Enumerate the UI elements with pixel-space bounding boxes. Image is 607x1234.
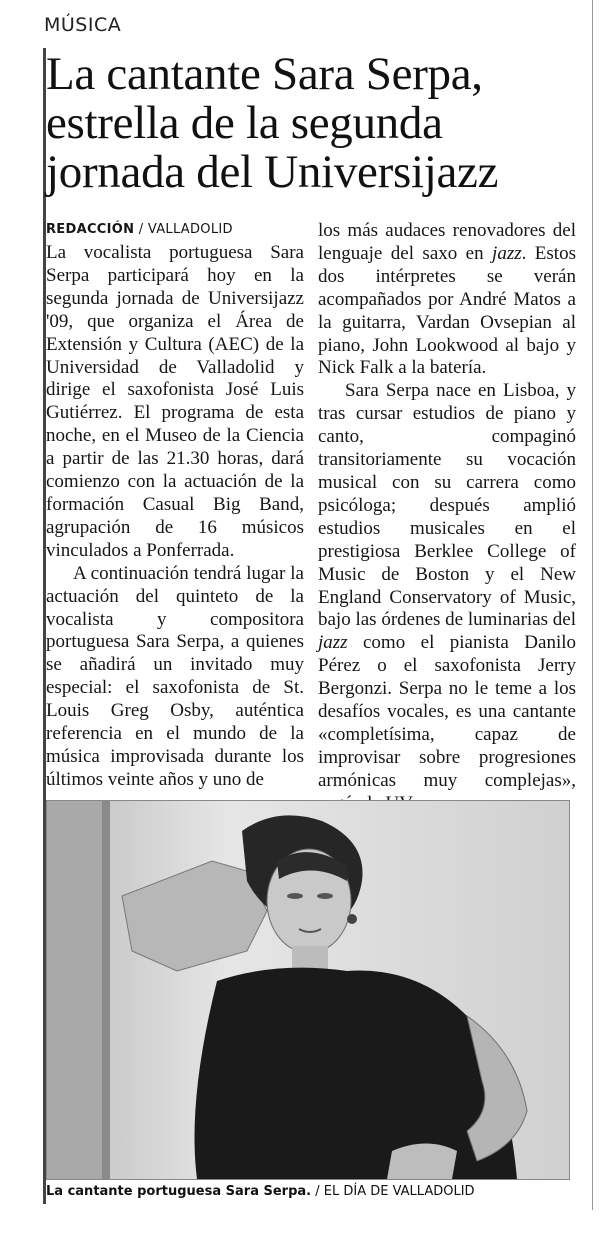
paragraph	[318, 380, 576, 815]
byline-author: REDACCIÓN	[46, 222, 135, 237]
italic-term: jazz	[492, 242, 522, 264]
paragraph: La vocalista portuguesa Sara Serpa participará hoy en la segunda jornada de Universijazz '09, que organiza el Área de Extensión y Cultura (AEC) de la Universidad de Valladolid y dirige el saxofonista José Luis Gutiérrez. El programa de esta noche, en el Museo de la Ciencia a partir de las 21.30 horas, dará comienzo con la actuación de la formación Casual Big Band, agrupación de 16 músicos vinculados a Ponferrada.	[46, 242, 304, 561]
italic-term: jazz	[318, 632, 348, 654]
text-run: como el pianista Danilo Pérez o el saxofonista Jerry Bergonzi. Serpa no le teme a los desafíos vocales, es una cantante «completísima, capaz de improvisar sobre progresiones armónicas muy complejas»,	[318, 632, 576, 791]
article-column-1	[46, 220, 304, 792]
photo-illustration	[47, 801, 569, 1179]
text-run: Sara Serpa nace en Lisboa, y tras cursar estudios de piano y canto, compaginó transitoriamente su vocación musical con su carrera como psicóloga; después amplió estudios musicales en el prestigiosa Berklee College of Music de Boston y el New England Conservatory of Music, bajo las órdenes de luminarias del	[318, 380, 577, 631]
byline-location: / VALLADOLID	[138, 222, 233, 237]
headline: La cantante Sara Serpa, estrella de la segunda jornada del Universijazz	[46, 48, 499, 198]
photo	[46, 800, 570, 1180]
paragraph: A continuación tendrá lugar la actuación del quinteto de la vocalista y compositora portuguesa Sara Serpa, a quienes se añadirá un invitado muy especial: el saxofonista de St. Louis Greg Osby, auténtica referencia en el mundo de la música improvisada durante los últimos veinte años y uno de	[46, 562, 304, 790]
caption-text: La cantante portuguesa Sara Serpa.	[46, 1184, 312, 1199]
paragraph	[318, 220, 576, 380]
article-column-2	[318, 220, 576, 816]
right-rule	[592, 0, 593, 1210]
text-run: los más audaces renovadores del lenguaje del saxo en	[318, 220, 576, 264]
byline	[46, 220, 304, 240]
section-label: MÚSICA	[44, 14, 122, 36]
photo-caption	[46, 1184, 475, 1199]
text-run: . Estos dos intérpretes se verán acompañados por André Matos a la guitarra, Vardan Ovsepian al piano, John Lookwood al bajo y Nick Falk a la batería.	[318, 242, 576, 379]
caption-credit: / EL DÍA DE VALLADOLID	[315, 1184, 475, 1199]
